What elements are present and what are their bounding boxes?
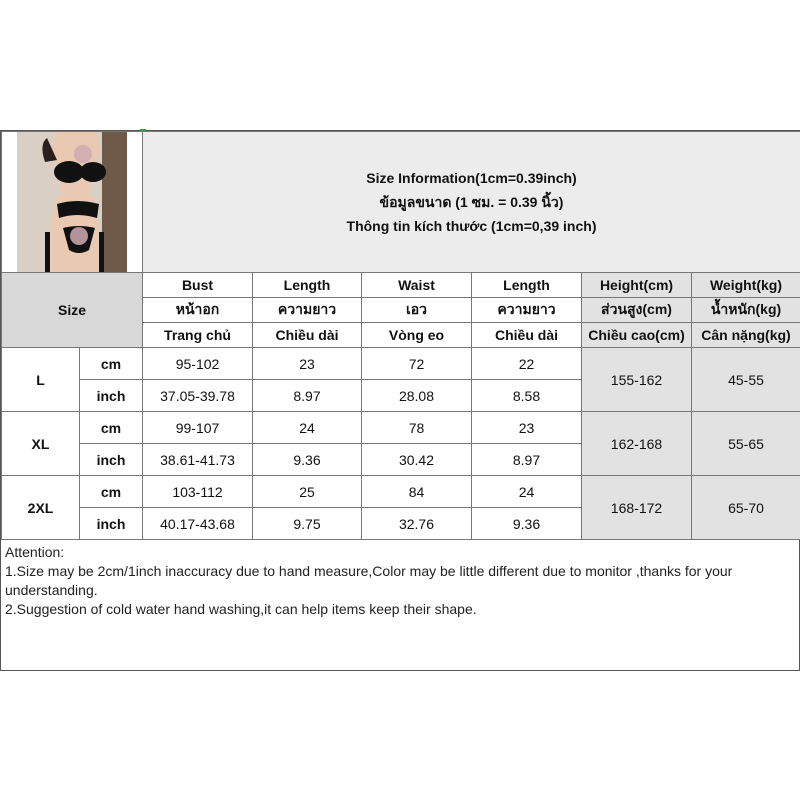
table-cell: 28.08 (362, 380, 472, 412)
unit-inch: inch (80, 380, 143, 412)
table-cell: 99-107 (143, 412, 253, 444)
table-cell: 95-102 (143, 348, 253, 380)
unit-inch: inch (80, 444, 143, 476)
table-cell: 24 (253, 412, 362, 444)
table-cell: 8.58 (472, 380, 582, 412)
table-cell: 38.61-41.73 (143, 444, 253, 476)
col-weight-vi: Cân nặng(kg) (692, 323, 800, 348)
table-cell: 78 (362, 412, 472, 444)
weight-l: 45-55 (692, 348, 800, 412)
col-height-en: Height(cm) (582, 273, 692, 298)
table-cell: 84 (362, 476, 472, 508)
table-cell: 8.97 (472, 444, 582, 476)
table-cell: 8.97 (253, 380, 362, 412)
table-cell: 30.42 (362, 444, 472, 476)
size-xl: XL (2, 412, 80, 476)
table-cell: 22 (472, 348, 582, 380)
col-length2-vi: Chiều dài (472, 323, 582, 348)
col-length1-en: Length (253, 273, 362, 298)
table-cell: 23 (472, 412, 582, 444)
col-length2-th: ความยาว (472, 298, 582, 323)
unit-cm: cm (80, 348, 143, 380)
unit-cm: cm (80, 412, 143, 444)
col-height-vi: Chiều cao(cm) (582, 323, 692, 348)
col-waist-th: เอว (362, 298, 472, 323)
attention-line-1: 1.Size may be 2cm/1inch inaccuracy due to hand measure,Color may be little different due to monitor ,thanks for your understanding. (5, 563, 733, 598)
title-en: Size Information(1cm=0.39inch) (366, 170, 577, 186)
size-chart (0, 130, 800, 671)
size-header: Size (2, 273, 143, 348)
height-2xl: 168-172 (582, 476, 692, 540)
table-cell: 72 (362, 348, 472, 380)
attention-line-2: 2.Suggestion of cold water hand washing,it can help items keep their shape. (5, 601, 477, 617)
table-cell: 9.36 (253, 444, 362, 476)
size-l: L (2, 348, 80, 412)
col-weight-th: น้ำหนัก(kg) (692, 298, 800, 323)
product-photo (17, 132, 127, 272)
col-bust-en: Bust (143, 273, 253, 298)
table-cell: 32.76 (362, 508, 472, 540)
table-cell: 37.05-39.78 (143, 380, 253, 412)
table-cell: 40.17-43.68 (143, 508, 253, 540)
table-cell: 9.36 (472, 508, 582, 540)
col-waist-vi: Vòng eo (362, 323, 472, 348)
weight-2xl: 65-70 (692, 476, 800, 540)
weight-xl: 55-65 (692, 412, 800, 476)
col-length1-vi: Chiều dài (253, 323, 362, 348)
col-weight-en: Weight(kg) (692, 273, 800, 298)
title-block (143, 132, 800, 273)
title-th: ข้อมูลขนาด (1 ซม. = 0.39 นิ้ว) (379, 194, 564, 210)
table-cell: 24 (472, 476, 582, 508)
col-height-th: ส่วนสูง(cm) (582, 298, 692, 323)
col-bust-vi: Trang chủ (143, 323, 253, 348)
table-cell: 25 (253, 476, 362, 508)
size-2xl: 2XL (2, 476, 80, 540)
table-cell: 103-112 (143, 476, 253, 508)
unit-cm: cm (80, 476, 143, 508)
height-xl: 162-168 (582, 412, 692, 476)
table-cell: 9.75 (253, 508, 362, 540)
attention-notes (5, 543, 795, 619)
attention-heading: Attention: (5, 544, 65, 560)
title-vi: Thông tin kích thước (1cm=0,39 inch) (346, 218, 597, 234)
size-table (1, 131, 800, 540)
height-l: 155-162 (582, 348, 692, 412)
table-cell: 23 (253, 348, 362, 380)
unit-inch: inch (80, 508, 143, 540)
col-length2-en: Length (472, 273, 582, 298)
col-bust-th: หน้าอก (143, 298, 253, 323)
lingerie-photo-icon (17, 132, 127, 272)
product-photo-cell (2, 132, 143, 273)
col-length1-th: ความยาว (253, 298, 362, 323)
col-waist-en: Waist (362, 273, 472, 298)
